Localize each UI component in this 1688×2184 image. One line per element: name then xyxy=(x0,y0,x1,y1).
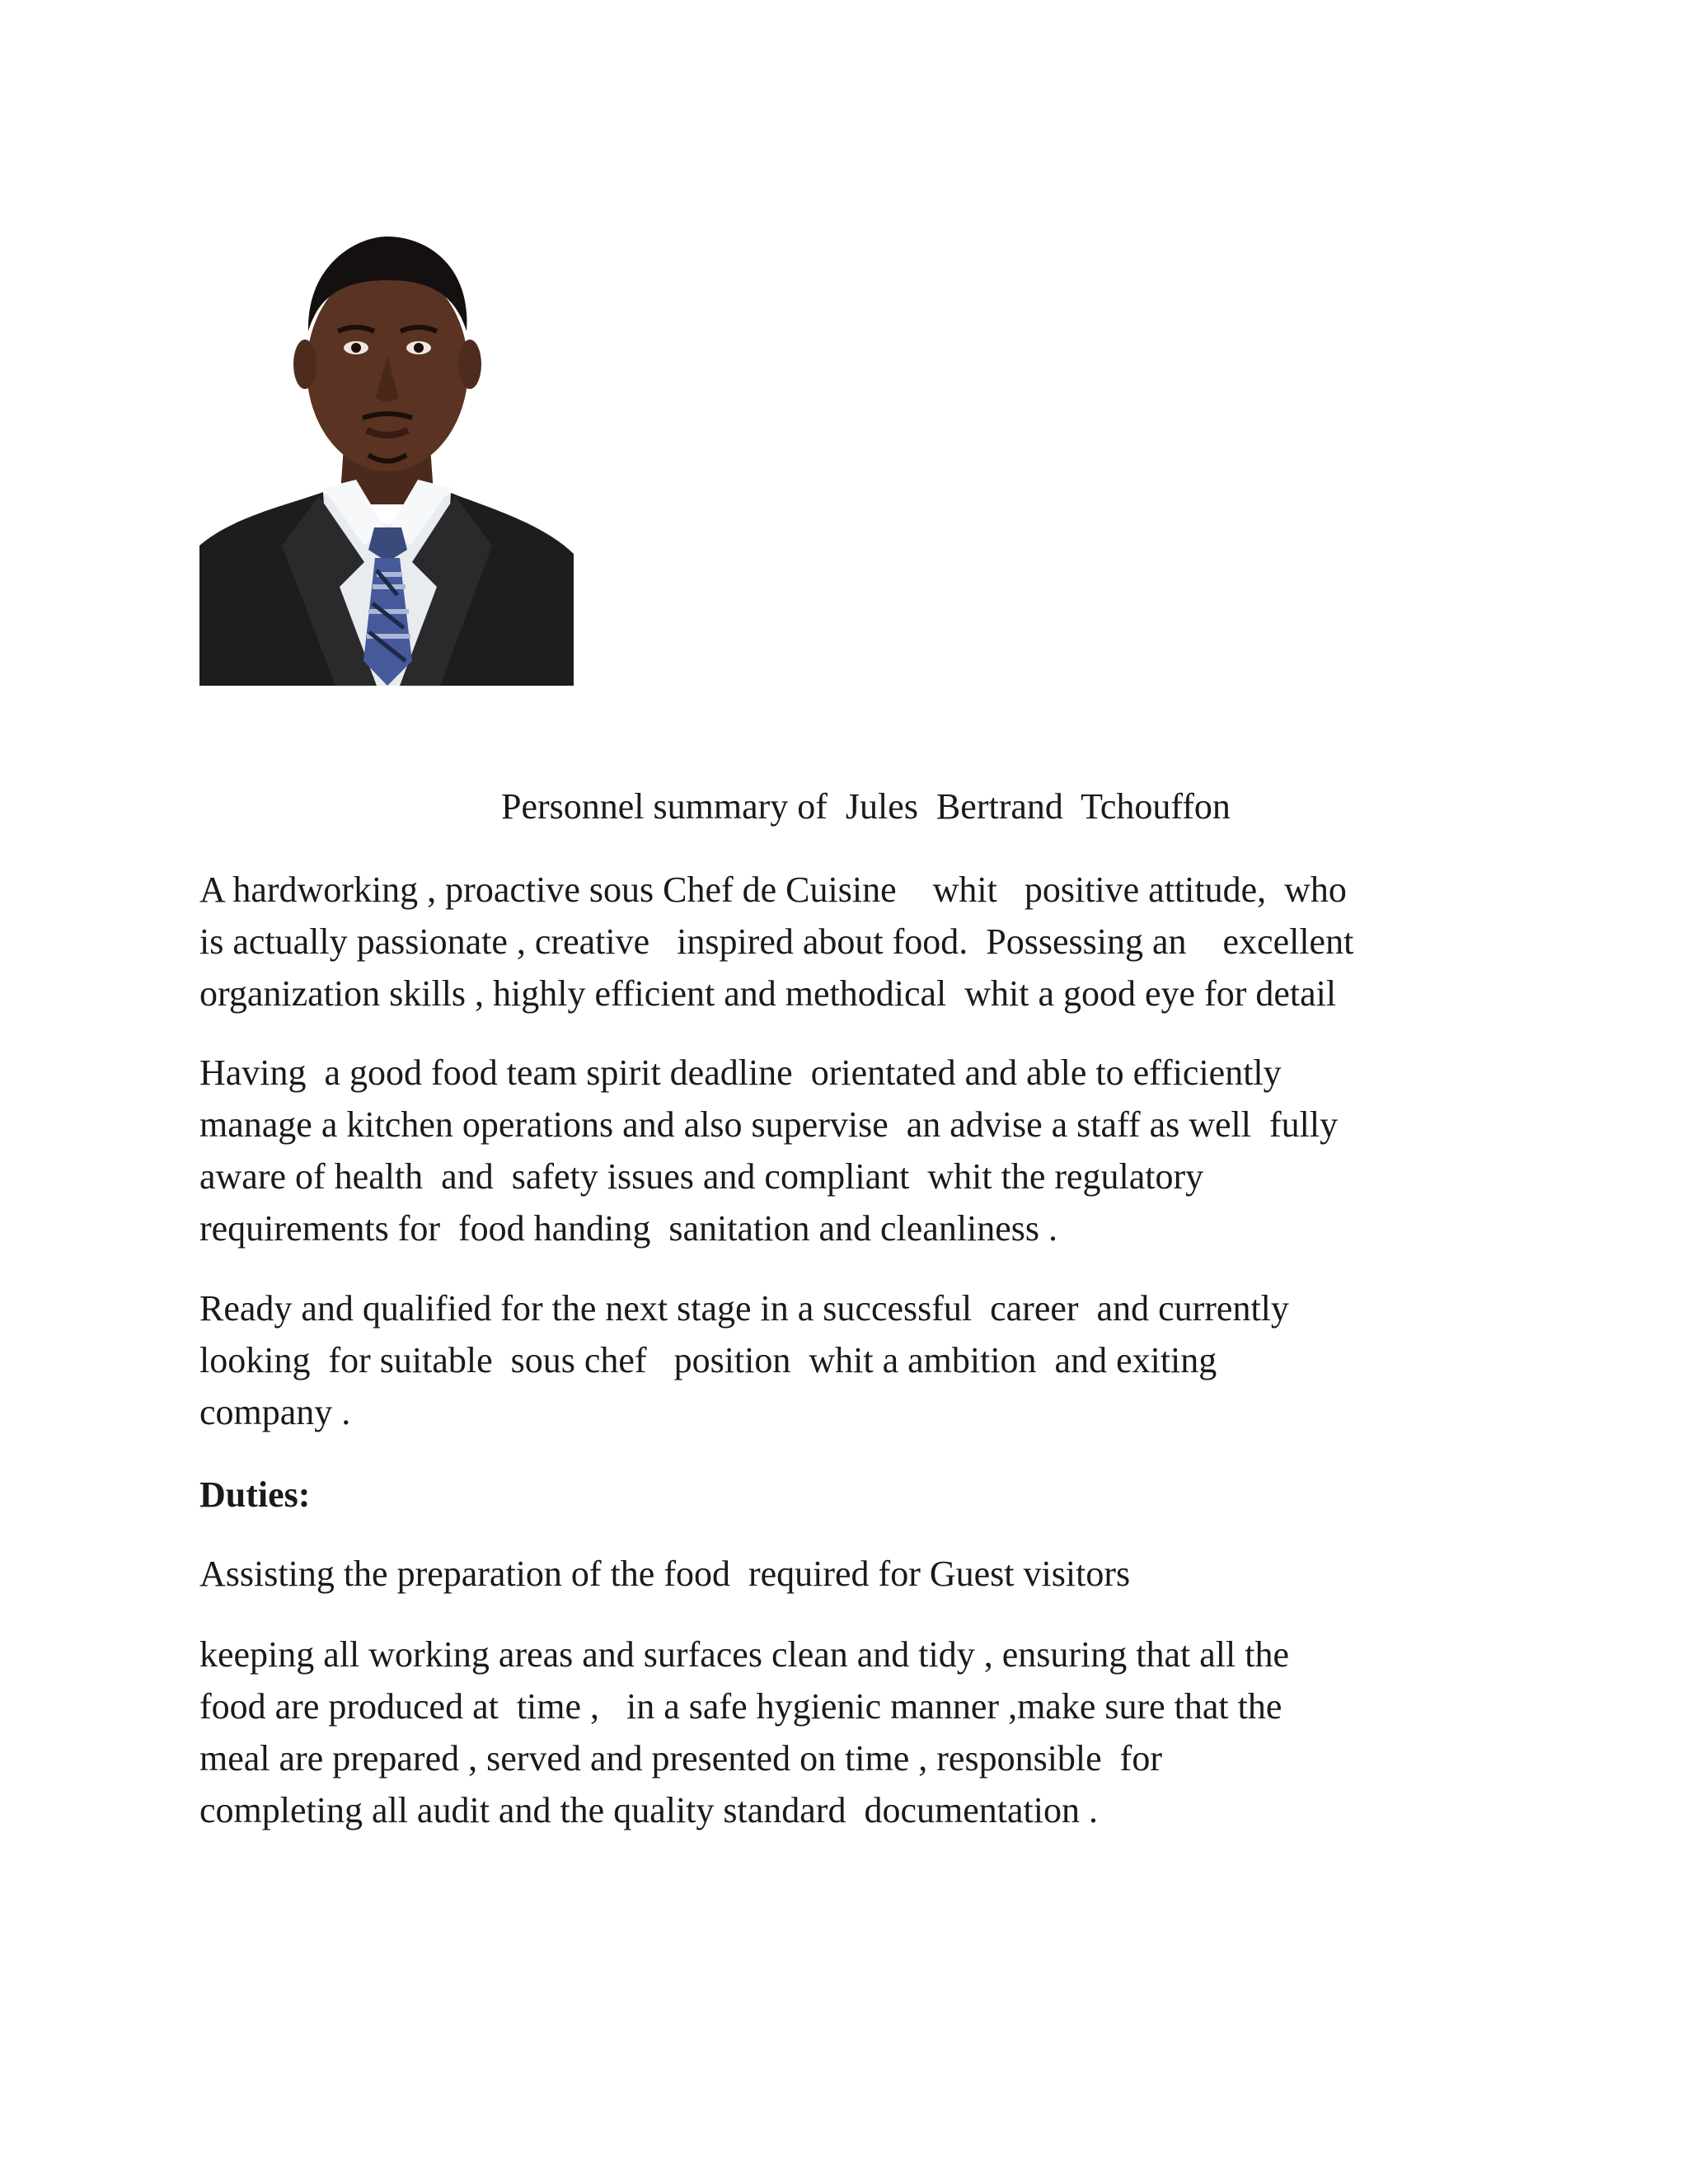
text-line: meal are prepared , served and presented on time , responsible for xyxy=(199,1738,1162,1779)
text-line: is actually passionate , creative inspired about food. Possessing an excellent xyxy=(199,921,1354,962)
text-line: company . xyxy=(199,1392,351,1432)
duties-heading: Duties: xyxy=(199,1474,311,1515)
text-line: Ready and qualified for the next stage in a successful career and currently xyxy=(199,1288,1289,1329)
profile-photo xyxy=(199,199,574,686)
summary-paragraph-1 xyxy=(199,864,1502,1019)
summary-heading: Personnel summary of Jules Bertrand Tchouffon xyxy=(501,786,1231,827)
summary-paragraph-2 xyxy=(199,1047,1502,1254)
text-line: looking for suitable sous chef position whit a ambition and exiting xyxy=(199,1340,1217,1380)
text-line: manage a kitchen operations and also supervise an advise a staff as well fully xyxy=(199,1104,1339,1145)
duties-paragraph-1 xyxy=(199,1548,1502,1600)
portrait-illustration xyxy=(199,199,574,686)
text-line: aware of health and safety issues and compliant whit the regulatory xyxy=(199,1156,1204,1197)
text-line: keeping all working areas and surfaces clean and tidy , ensuring that all the xyxy=(199,1634,1289,1675)
summary-paragraph-3 xyxy=(199,1282,1502,1438)
text-line: completing all audit and the quality standard documentation . xyxy=(199,1790,1098,1830)
text-line: Having a good food team spirit deadline orientated and able to efficiently xyxy=(199,1052,1282,1093)
text-line: Assisting the preparation of the food required for Guest visitors xyxy=(199,1554,1131,1594)
text-line: requirements for food handing sanitation and cleanliness . xyxy=(199,1208,1058,1249)
text-line: food are produced at time , in a safe hygienic manner ,make sure that the xyxy=(199,1686,1282,1727)
text-line: organization skills , highly efficient and methodical whit a good eye for detail xyxy=(199,973,1337,1014)
duties-paragraph-2 xyxy=(199,1629,1502,1836)
text-line: A hardworking , proactive sous Chef de Cuisine whit positive attitude, who xyxy=(199,869,1347,910)
